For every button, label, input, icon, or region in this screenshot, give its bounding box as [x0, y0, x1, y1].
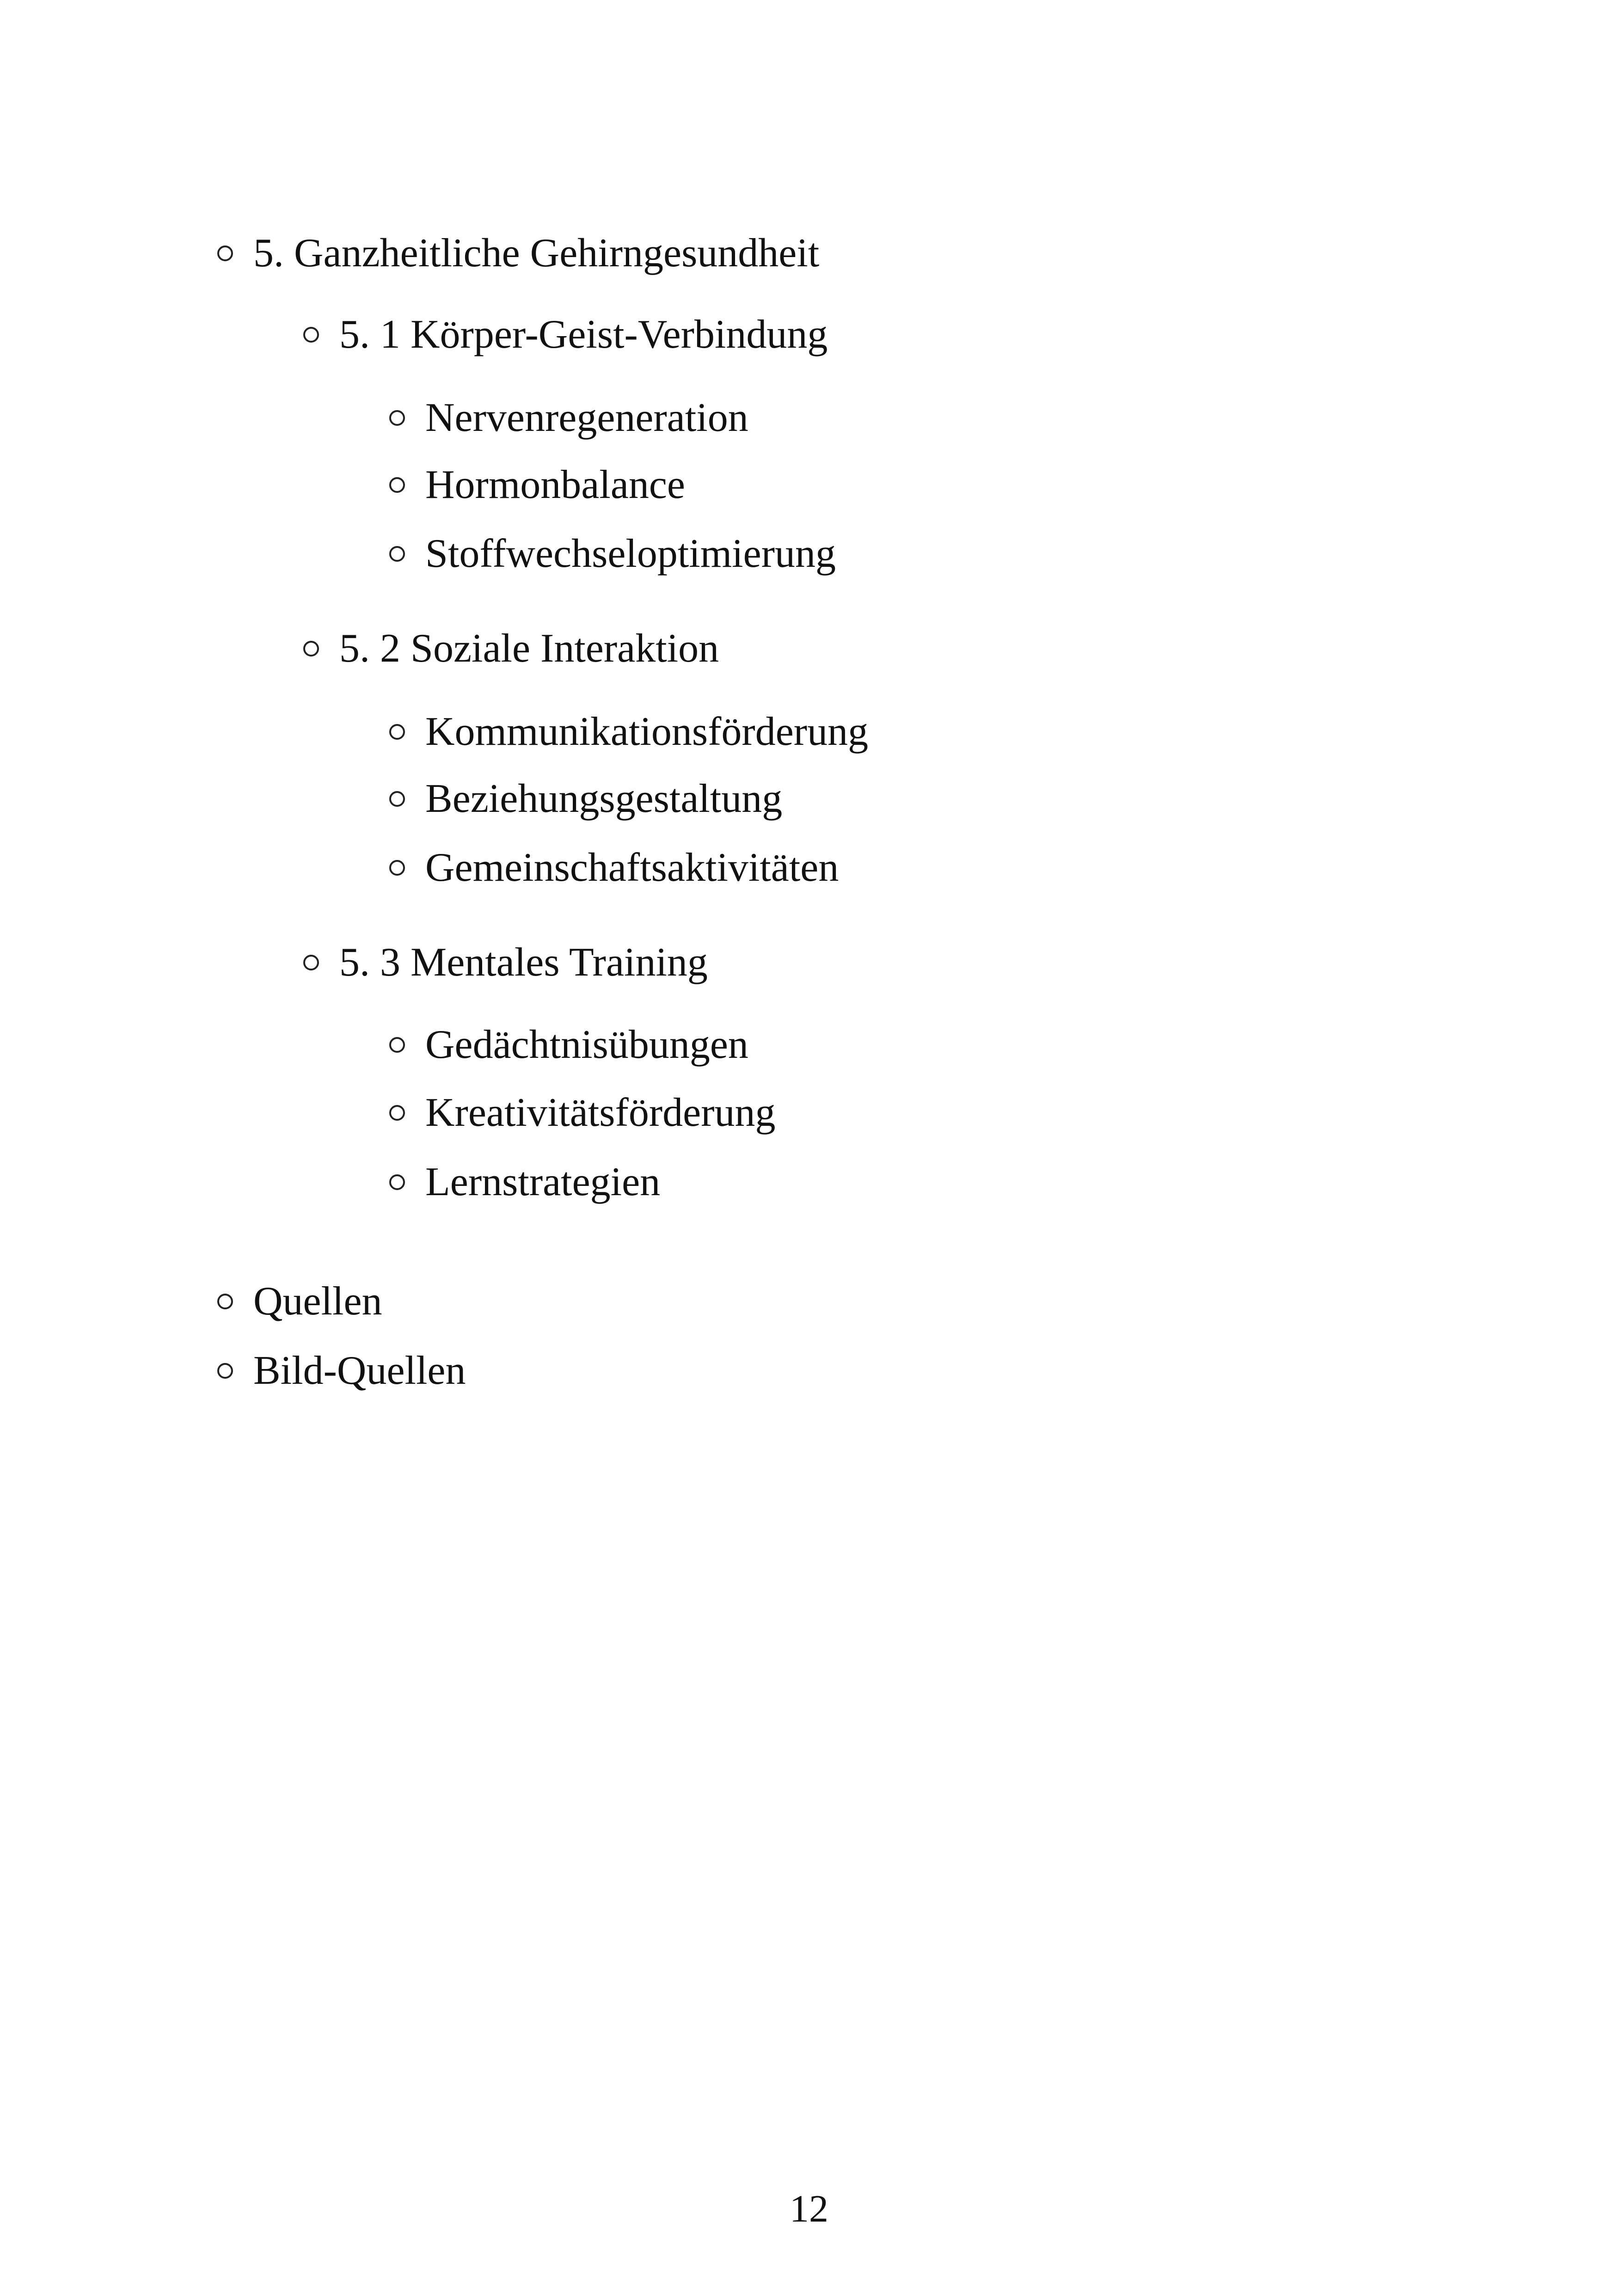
- toc-item: [389, 1087, 776, 1138]
- circle-bullet-icon: [217, 246, 233, 261]
- toc-item-label: Gemeinschaftsaktivitäten: [425, 845, 839, 890]
- toc-subsection-5-2: [303, 623, 719, 674]
- toc-item-label: Kreativitätsförderung: [425, 1090, 776, 1135]
- circle-bullet-icon: [389, 860, 405, 876]
- toc-item: [389, 1019, 748, 1070]
- toc-section-5: [217, 228, 819, 279]
- toc-item-label: Beziehungsgestaltung: [425, 776, 783, 821]
- circle-bullet-icon: [389, 477, 405, 493]
- circle-bullet-icon: [389, 791, 405, 807]
- toc-image-sources-label: Bild-Quellen: [253, 1348, 466, 1393]
- circle-bullet-icon: [389, 546, 405, 562]
- toc-item-label: Nervenregeneration: [425, 395, 748, 440]
- circle-bullet-icon: [217, 1363, 233, 1379]
- toc-item-label: Lernstrategien: [425, 1160, 661, 1204]
- circle-bullet-icon: [389, 1037, 405, 1053]
- toc-item: [389, 706, 868, 757]
- toc-item-label: Stoffwechseloptimierung: [425, 531, 836, 576]
- circle-bullet-icon: [389, 1174, 405, 1190]
- toc-item: [389, 1157, 660, 1208]
- toc-item: [389, 528, 836, 579]
- circle-bullet-icon: [217, 1294, 233, 1309]
- circle-bullet-icon: [303, 327, 319, 343]
- circle-bullet-icon: [389, 724, 405, 740]
- toc-item-label: Gedächtnisübungen: [425, 1022, 748, 1067]
- page-number: 12: [790, 2187, 828, 2230]
- toc-subsection-label: 5. 2 Soziale Interaktion: [339, 626, 719, 671]
- toc-subsection-label: 5. 3 Mentales Training: [339, 940, 708, 985]
- toc-subsection-5-3: [303, 937, 708, 988]
- toc-item: [389, 842, 839, 893]
- toc-item-label: Hormonbalance: [425, 462, 685, 507]
- toc-item-label: Kommunikationsförderung: [425, 709, 869, 754]
- toc-item: [389, 774, 782, 824]
- circle-bullet-icon: [303, 955, 319, 970]
- toc-image-sources: [217, 1345, 466, 1396]
- toc-section-label: 5. Ganzheitliche Gehirngesundheit: [253, 231, 820, 276]
- toc-sources: [217, 1276, 382, 1327]
- toc-sources-label: Quellen: [253, 1279, 382, 1324]
- circle-bullet-icon: [389, 1105, 405, 1121]
- toc-subsection-5-1: [303, 309, 827, 360]
- circle-bullet-icon: [303, 641, 319, 657]
- toc-subsection-label: 5. 1 Körper-Geist-Verbindung: [339, 312, 828, 357]
- circle-bullet-icon: [389, 410, 405, 426]
- toc-item: [389, 460, 685, 510]
- toc-item: [389, 393, 748, 443]
